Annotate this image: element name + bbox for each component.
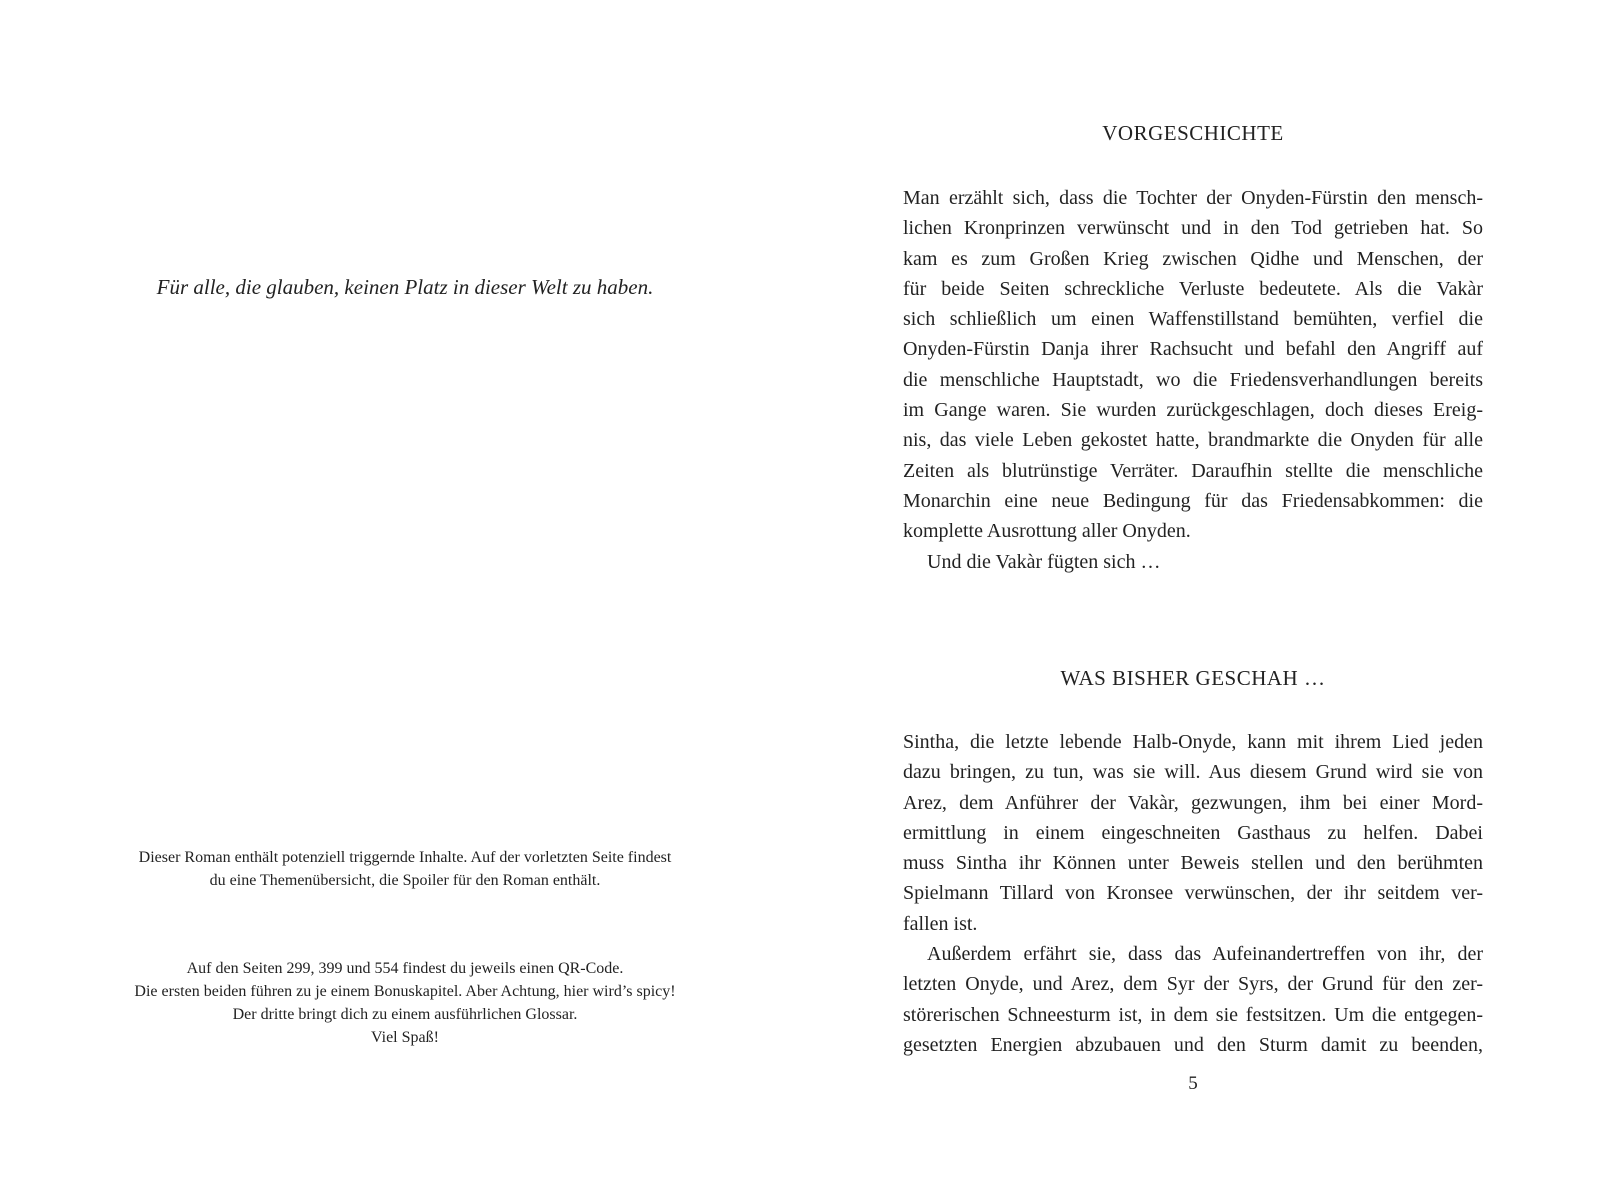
text-line: komplette Ausrottung aller Onyden. (903, 520, 1191, 543)
text-line: für beide Seiten schreckliche Verluste bedeutete. Als die Vakàr (903, 277, 1483, 300)
section-body-was-bisher-geschah (903, 727, 1483, 1060)
text-line: letzten Onyde, und Arez, dem Syr der Syrs, der Grund für den zer- (903, 973, 1483, 996)
trigger-warning-notice (105, 846, 705, 892)
notice-line: Der dritte bringt dich zu einem ausführlichen Glossar. (232, 1006, 578, 1023)
text-line: Onyden-Fürstin Danja ihrer Rachsucht und befahl den Angriff auf (903, 338, 1483, 361)
text-line: störerischen Schneesturm ist, in dem sie festsitzen. Um die entgegen- (903, 1003, 1483, 1026)
text-line: lichen Kronprinzen verwünscht und in den Tod getrieben hat. So (903, 217, 1483, 240)
text-line: Spielmann Tillard von Kronsee verwünschen, der ihr seitdem ver- (903, 882, 1483, 905)
qr-code-notice (105, 957, 705, 1049)
text-line: dazu bringen, zu tun, was sie will. Aus diesem Grund wird sie von (903, 761, 1483, 784)
notice-line: Dieser Roman enthält potenziell triggernde Inhalte. Auf der vorletzten Seite findest (138, 849, 672, 866)
text-line: sich schließlich um einen Waffenstillstand bemühten, verfiel die (903, 308, 1483, 331)
section-heading-vorgeschichte: VORGESCHICHTE (1102, 121, 1284, 145)
text-line: nis, das viele Leben gekostet hatte, brandmarkte die Onyden für alle (903, 429, 1483, 452)
text-line: Und die Vakàr fügten sich … (927, 550, 1161, 573)
text-line: im Gange waren. Sie wurden zurückgeschlagen, doch dieses Ereig- (903, 399, 1483, 422)
dedication: Für alle, die glauben, keinen Platz in dieser Welt zu haben. (156, 275, 654, 299)
text-line: Sintha, die letzte lebende Halb-Onyde, kann mit ihrem Lied jeden (903, 731, 1483, 753)
text-line: Man erzählt sich, dass die Tochter der Onyden-Fürstin den mensch- (903, 187, 1483, 209)
text-line: kam es zum Großen Krieg zwischen Qidhe und Menschen, der (903, 247, 1483, 270)
notice-line: Viel Spaß! (371, 1029, 439, 1046)
section-body-vorgeschichte (903, 183, 1483, 577)
text-line: fallen ist. (903, 912, 978, 935)
text-line: gesetzten Energien abzubauen und den Sturm damit zu beenden, (903, 1033, 1483, 1056)
notice-line: Auf den Seiten 299, 399 und 554 findest du jeweils einen QR-Code. (186, 960, 624, 977)
text-line: Arez, dem Anführer der Vakàr, gezwungen, ihm bei einer Mord- (903, 791, 1483, 814)
notice-line: Die ersten beiden führen zu je einem Bonuskapitel. Aber Achtung, hier wird’s spicy! (134, 983, 676, 1000)
text-line: die menschliche Hauptstadt, wo die Friedensverhandlungen bereits (903, 368, 1483, 391)
section-heading-was-bisher-geschah: WAS BISHER GESCHAH … (1060, 666, 1326, 690)
text-line: muss Sintha ihr Können unter Beweis stellen und den berühmten (903, 852, 1483, 875)
text-line: Außerdem erfährt sie, dass das Aufeinandertreffen von ihr, der (927, 943, 1483, 966)
text-line: ermittlung in einem eingeschneiten Gasthaus zu helfen. Dabei (903, 821, 1483, 844)
text-line: Zeiten als blutrünstige Verräter. Daraufhin stellte die menschliche (903, 459, 1483, 482)
notice-line: du eine Themenübersicht, die Spoiler für den Roman enthält. (209, 872, 601, 889)
right-page (800, 0, 1600, 1186)
page-number: 5 (1188, 1073, 1198, 1094)
text-line: Monarchin eine neue Bedingung für das Friedensabkommen: die (903, 489, 1483, 512)
